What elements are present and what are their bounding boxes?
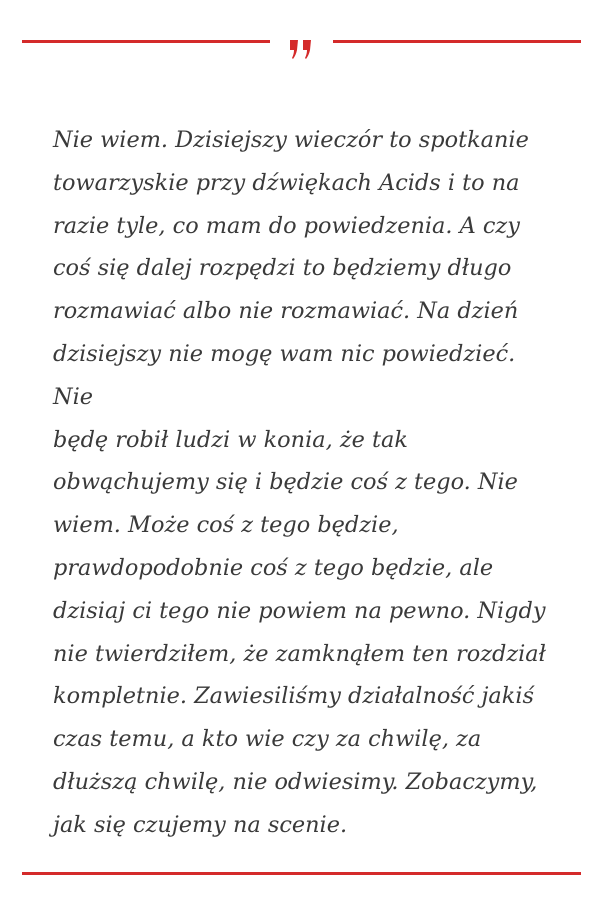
- bottom-divider: [22, 872, 581, 875]
- top-divider-right: [333, 40, 581, 43]
- closing-quote-icon: [270, 24, 333, 74]
- pull-quote-text: Nie wiem. Dzisiejszy wieczór to spotkanie towarzyskie przy dźwiękach Acids i to na razie tyle, co mam do powiedzenia. A czy coś się dalej rozpędzi to będziemy długo rozmawiać albo nie rozmawiać. Na dzień dzisiejszy nie mogę wam nic powiedzieć. Nie będę robił ludzi w konia, że tak obwąchujemy się i będzie coś z tego. Nie wiem. Może coś z tego będzie, prawdopodobnie coś z tego będzie, ale dzisiaj ci tego nie powiem na pewno. Nigdy nie twierdziłem, że zamknąłem ten rozdział kompletnie. Zawiesiliśmy działalność jakiś czas temu, a kto wie czy za chwilę, za dłuższą chwilę, nie odwiesimy. Zobaczymy, jak się czujemy na scenie.: [53, 127, 546, 838]
- top-divider-left: [22, 40, 270, 43]
